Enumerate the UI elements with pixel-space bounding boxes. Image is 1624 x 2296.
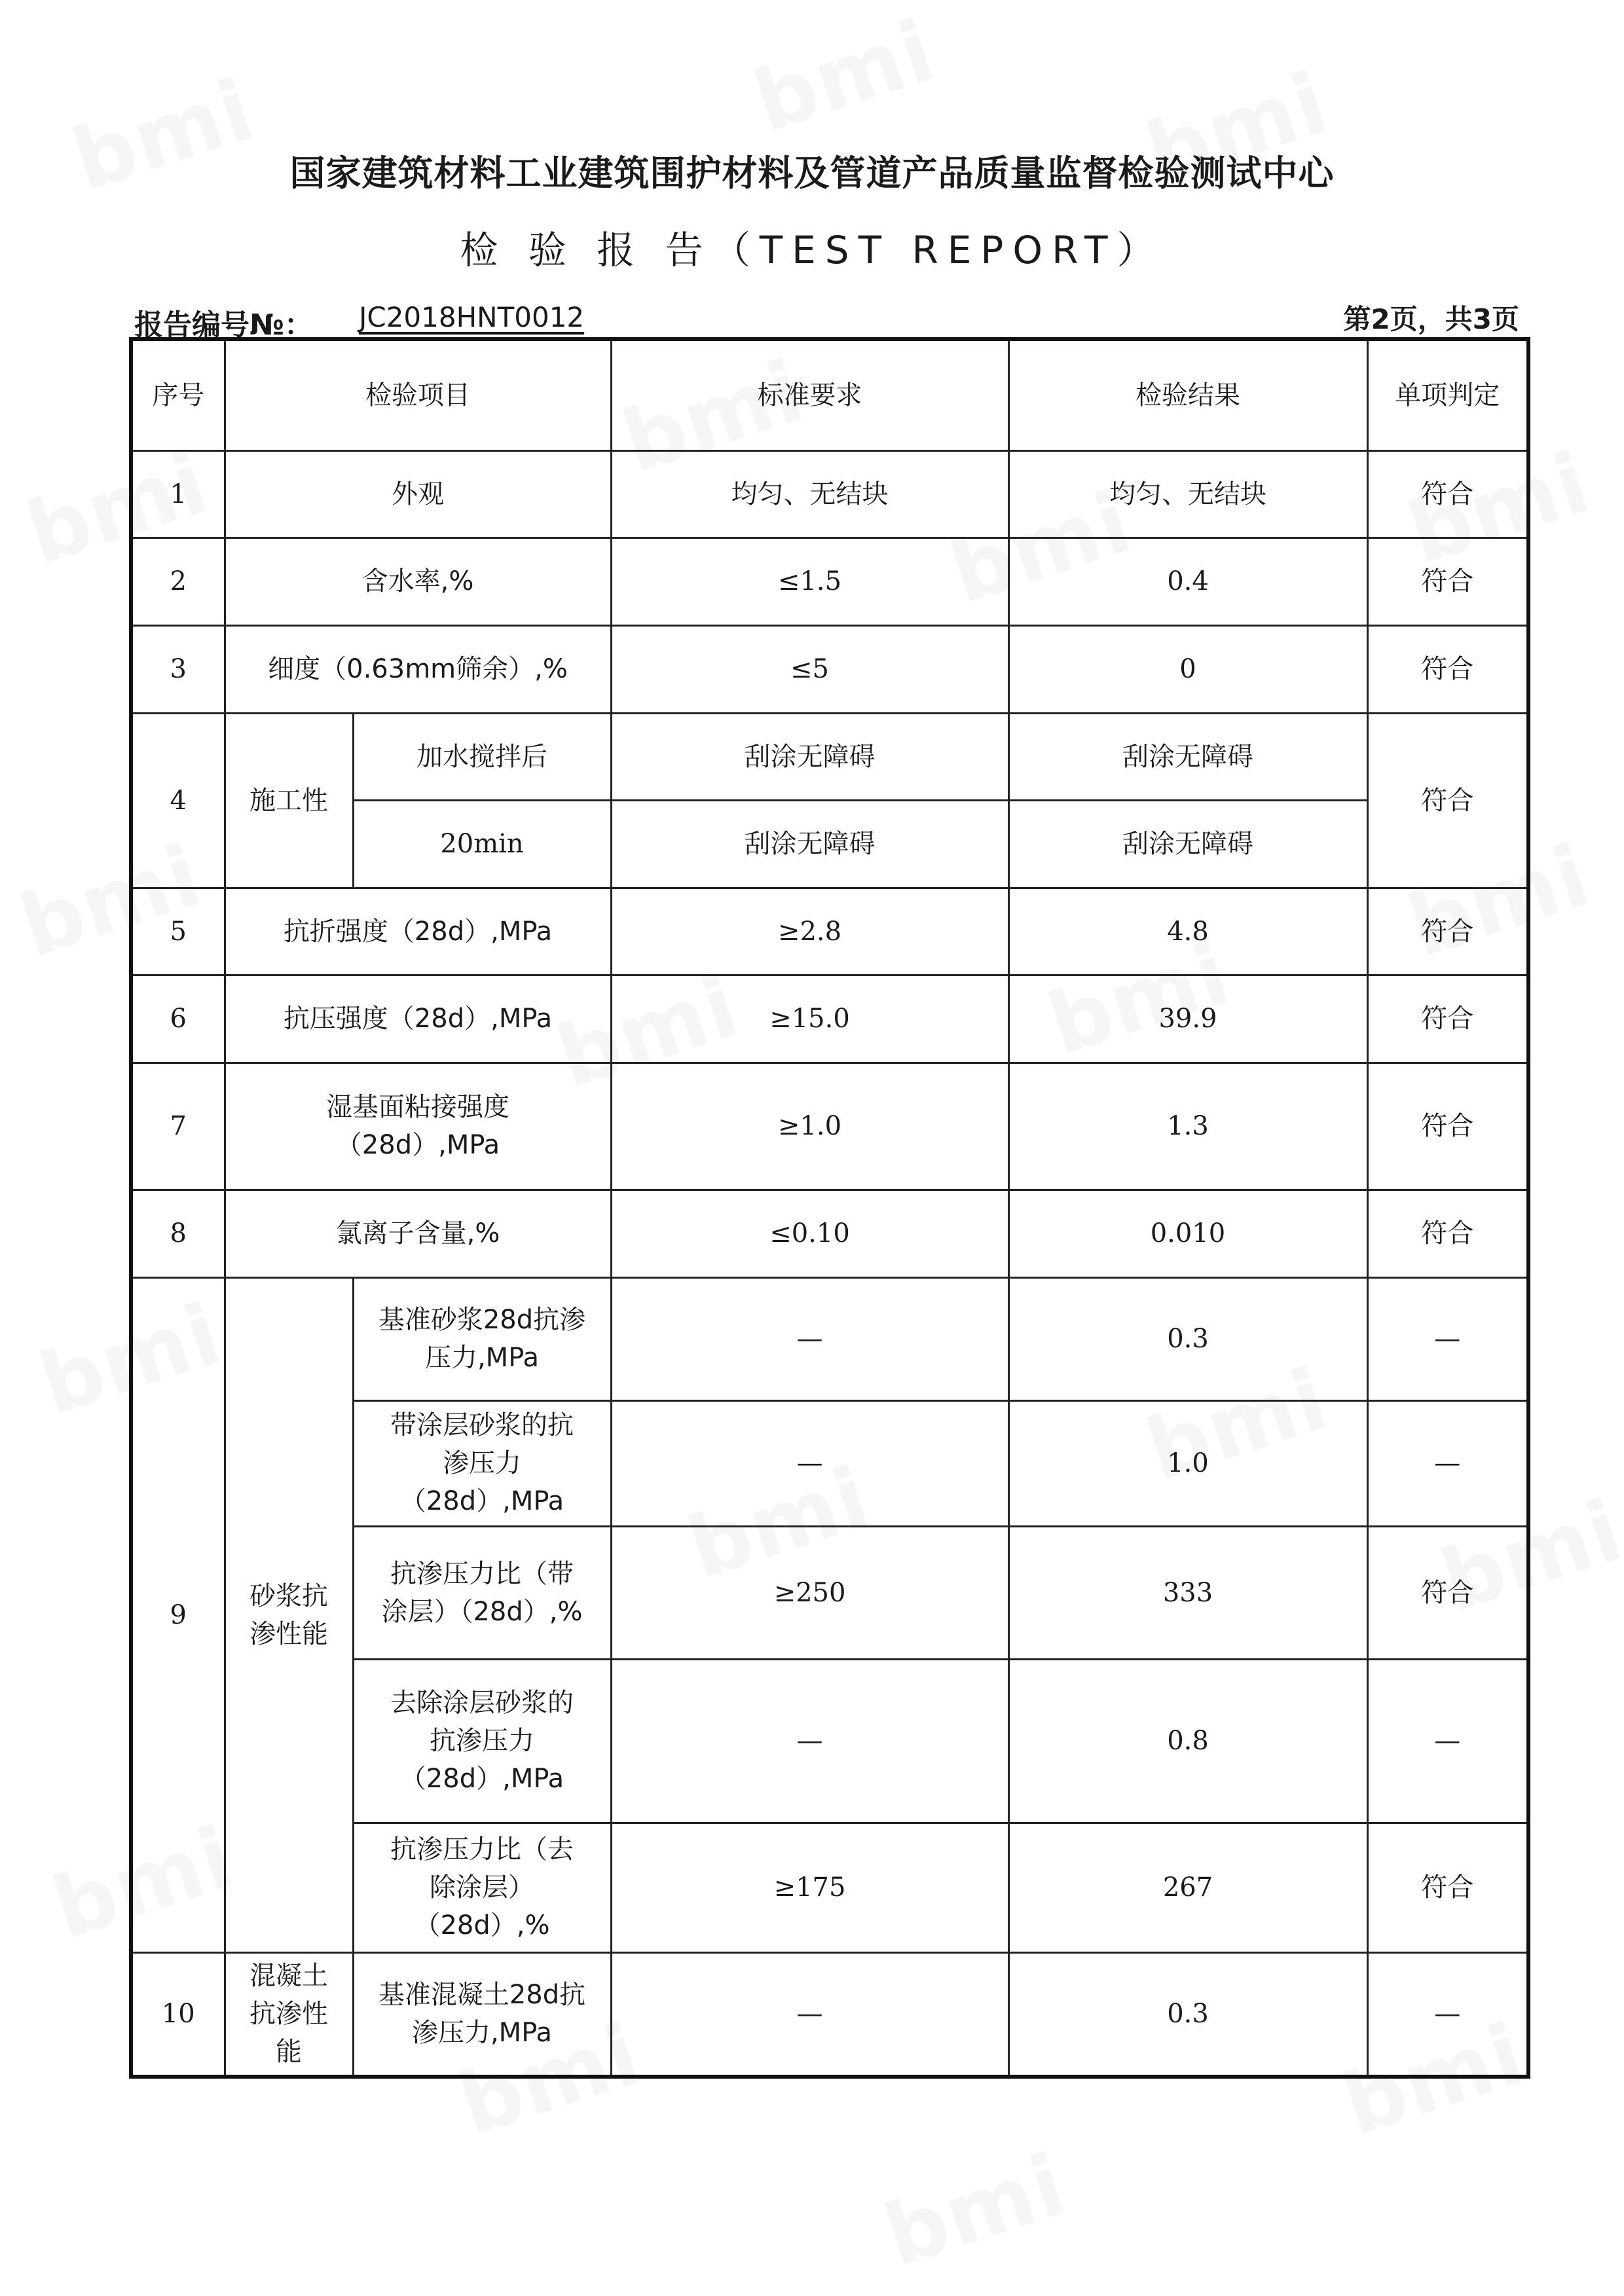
- item-line: 基准砂浆28d抗渗: [378, 1305, 586, 1335]
- result-cell: 0.4: [1008, 538, 1367, 625]
- watermark: [873, 2135, 1077, 2286]
- table-row: [131, 888, 1528, 975]
- item-cell: 细度（0.63mm筛余）,%: [225, 625, 611, 713]
- page-indicator: 第2页，共3页: [1343, 303, 1519, 335]
- result-cell: 0.8: [1008, 1659, 1367, 1823]
- item-line: 渗压力: [443, 1448, 521, 1478]
- seq-cell: 9: [131, 1277, 225, 1952]
- result-cell: 0.3: [1008, 1277, 1367, 1400]
- seq-cell: 3: [131, 625, 225, 713]
- item-line: （28d）,MPa: [335, 1130, 500, 1160]
- item-line: （28d）,MPa: [399, 1764, 564, 1794]
- standard-cell: —: [611, 1952, 1008, 2077]
- item-line: 湿基面粘接强度: [326, 1092, 509, 1122]
- verdict-cell: 符合: [1367, 625, 1528, 713]
- item-line: 抗渗压力比（去: [390, 1834, 574, 1865]
- verdict-cell: 符合: [1367, 888, 1528, 975]
- standard-cell: ≥15.0: [611, 975, 1008, 1063]
- result-cell: 0: [1008, 625, 1367, 713]
- item-line: （28d）,MPa: [399, 1486, 564, 1516]
- table-row: [131, 450, 1528, 538]
- sub-item-cell: 20min: [353, 800, 611, 888]
- standard-cell: ≤1.5: [611, 538, 1008, 625]
- result-cell: 267: [1008, 1823, 1367, 1952]
- group-line: 砂浆抗: [249, 1580, 328, 1611]
- item-line: 带涂层砂浆的抗: [390, 1410, 574, 1440]
- report-no-value: JC2018HNT0012: [359, 301, 585, 333]
- result-cell: 0.3: [1008, 1952, 1367, 2077]
- item-line: 涂层）（28d）,%: [381, 1596, 583, 1627]
- standard-cell: ≥250: [611, 1526, 1008, 1659]
- item-line: 压力,MPa: [424, 1343, 540, 1373]
- verdict-cell: —: [1367, 1400, 1528, 1526]
- standard-cell: 均匀、无结块: [611, 450, 1008, 538]
- result-cell: 1.0: [1008, 1400, 1367, 1526]
- seq-cell: 7: [131, 1063, 225, 1190]
- result-cell: 39.9: [1008, 975, 1367, 1063]
- result-cell: 1.3: [1008, 1063, 1367, 1190]
- seq-cell: 10: [131, 1952, 225, 2077]
- group-line: 抗渗性: [249, 1999, 328, 2030]
- table-header-row: [131, 339, 1528, 450]
- report-no-label: 报告编号№：: [134, 308, 313, 342]
- group-line: 渗性能: [249, 1618, 328, 1649]
- table-row: [131, 1952, 1528, 2077]
- verdict-cell: —: [1367, 1952, 1528, 2077]
- item-cell: [225, 1063, 611, 1190]
- item-cell: 抗折强度（28d）,MPa: [225, 888, 611, 975]
- result-cell: 0.010: [1008, 1190, 1367, 1277]
- header-verdict: 单项判定: [1367, 339, 1528, 450]
- item-cell: 抗压强度（28d）,MPa: [225, 975, 611, 1063]
- standard-cell: ≥175: [611, 1823, 1008, 1952]
- standard-cell: 刮涂无障碍: [611, 713, 1008, 800]
- seq-cell: 6: [131, 975, 225, 1063]
- header-standard: 标准要求: [611, 339, 1008, 450]
- table-row: [131, 625, 1528, 713]
- table-row: [131, 975, 1528, 1063]
- verdict-cell: —: [1367, 1277, 1528, 1400]
- seq-cell: 8: [131, 1190, 225, 1277]
- standard-cell: —: [611, 1277, 1008, 1400]
- sub-item-cell: 加水搅拌后: [353, 713, 611, 800]
- item-cell: 外观: [225, 450, 611, 538]
- verdict-cell: 符合: [1367, 713, 1528, 888]
- result-cell: 均匀、无结块: [1008, 450, 1367, 538]
- item-cell: 含水率,%: [225, 538, 611, 625]
- verdict-cell: —: [1367, 1659, 1528, 1823]
- verdict-cell: 符合: [1367, 1823, 1528, 1952]
- item-line: 去除涂层砂浆的: [390, 1688, 574, 1718]
- result-cell: 刮涂无障碍: [1008, 800, 1367, 888]
- group-cell: [225, 1277, 353, 1952]
- seq-cell: 5: [131, 888, 225, 975]
- result-cell: 刮涂无障碍: [1008, 713, 1367, 800]
- standard-cell: —: [611, 1400, 1008, 1526]
- standard-cell: ≥2.8: [611, 888, 1008, 975]
- watermark: [742, 1, 946, 152]
- item-line: 除涂层）: [430, 1872, 534, 1903]
- seq-cell: 2: [131, 538, 225, 625]
- verdict-cell: 符合: [1367, 1526, 1528, 1659]
- standard-cell: —: [611, 1659, 1008, 1823]
- group-line: 能: [276, 2037, 302, 2068]
- sub-item-cell: [353, 1526, 611, 1659]
- report-title: 检 验 报 告（TEST REPORT）: [460, 228, 1164, 272]
- seq-cell: 4: [131, 713, 225, 888]
- group-cell: 施工性: [225, 713, 353, 888]
- item-cell: 氯离子含量,%: [225, 1190, 611, 1277]
- item-line: （28d）,%: [414, 1910, 550, 1941]
- group-line: 混凝土: [249, 1961, 328, 1992]
- verdict-cell: 符合: [1367, 1063, 1528, 1190]
- table-row: [131, 1277, 1528, 1400]
- org-title: 国家建筑材料工业建筑围护材料及管道产品质量监督检验测试中心: [289, 153, 1335, 194]
- standard-cell: ≤5: [611, 625, 1008, 713]
- header-item: 检验项目: [225, 339, 611, 450]
- sub-item-cell: [353, 1277, 611, 1400]
- verdict-cell: 符合: [1367, 1190, 1528, 1277]
- verdict-cell: 符合: [1367, 538, 1528, 625]
- standard-cell: ≥1.0: [611, 1063, 1008, 1190]
- sub-item-cell: [353, 1823, 611, 1952]
- result-cell: 4.8: [1008, 888, 1367, 975]
- table-row: [131, 538, 1528, 625]
- seq-cell: 1: [131, 450, 225, 538]
- sub-item-cell: [353, 1400, 611, 1526]
- verdict-cell: 符合: [1367, 975, 1528, 1063]
- verdict-cell: 符合: [1367, 450, 1528, 538]
- standard-cell: 刮涂无障碍: [611, 800, 1008, 888]
- item-line: 抗渗压力比（带: [390, 1558, 574, 1589]
- item-line: 渗压力,MPa: [411, 2018, 553, 2049]
- table-row: [131, 713, 1528, 800]
- table-row: [131, 1190, 1528, 1277]
- sub-item-cell: [353, 1659, 611, 1823]
- standard-cell: ≤0.10: [611, 1190, 1008, 1277]
- header-result: 检验结果: [1008, 339, 1367, 450]
- sub-item-cell: [353, 1952, 611, 2077]
- item-line: 基准混凝土28d抗: [378, 1980, 586, 2011]
- test-report-table: [129, 337, 1530, 2079]
- result-cell: 333: [1008, 1526, 1367, 1659]
- group-cell: [225, 1952, 353, 2077]
- item-line: 抗渗压力: [430, 1726, 534, 1756]
- header-seq: 序号: [131, 339, 225, 450]
- table-row: [131, 1063, 1528, 1190]
